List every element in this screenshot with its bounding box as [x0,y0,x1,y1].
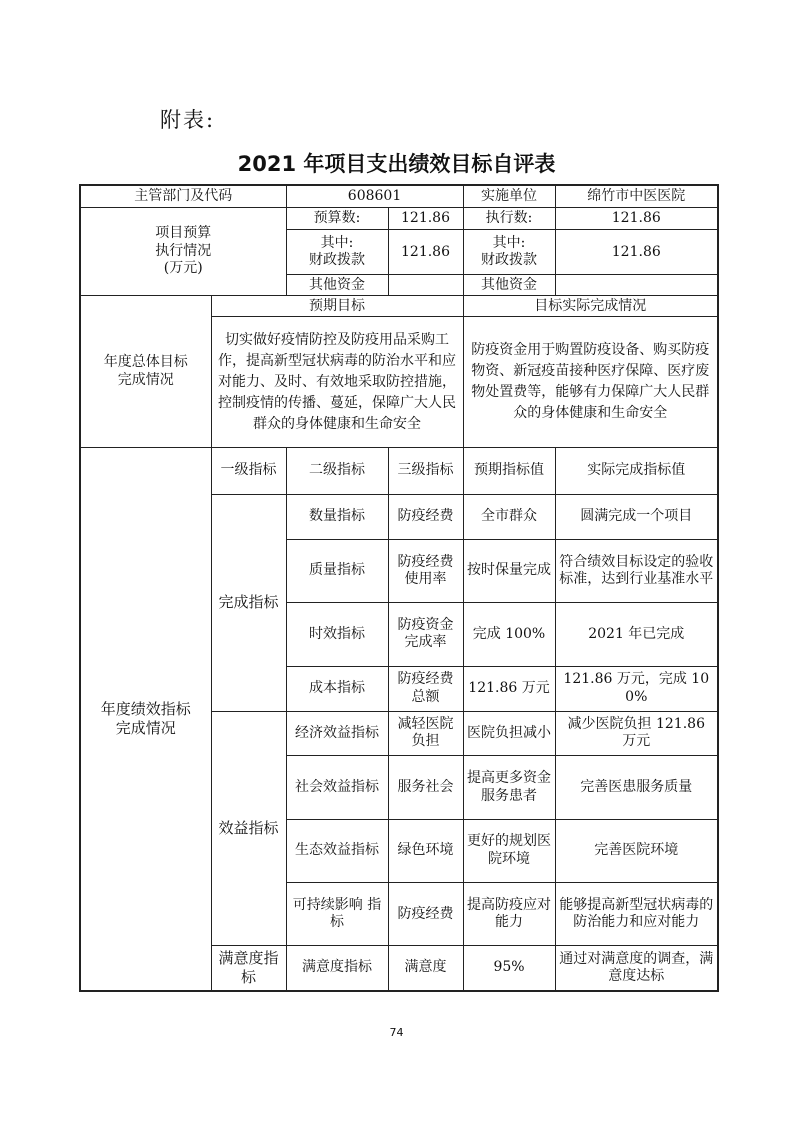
other-funds-label: 其他资金 [286,275,388,296]
col-actual: 实际完成指标值 [555,448,718,495]
header-row [80,185,718,207]
group-benefit: 效益指标 [211,711,286,946]
level3-cell: 减轻医院负担 [388,711,463,756]
other-exec-label: 其他资金 [463,275,555,296]
col-level1: 一级指标 [211,448,286,495]
performance-table [79,184,719,992]
group-completion: 完成指标 [211,494,286,711]
dept-code-cell [286,185,463,207]
budget-row-1 [80,207,718,229]
dept-code: 608601 [347,187,402,204]
level3-cell: 防疫经费使用率 [388,539,463,602]
fiscal-exec-label-line1: 其中: [492,234,526,251]
dept-label-cell [80,185,286,207]
expected-cell: 完成 100% [463,603,555,666]
level2-cell: 成本指标 [286,666,388,711]
level3-cell: 服务社会 [388,756,463,819]
actual-cell: 减少医院负担 121.86 万元 [555,711,718,756]
budget-amount-value: 121.86 [388,207,463,229]
actual-cell: 2021 年已完成 [555,603,718,666]
actual-cell: 完善医院环境 [555,819,718,882]
level2-cell: 可持续影响 指标 [286,883,388,946]
actual-goal-header: 目标实际完成情况 [463,296,718,317]
group-satisfaction: 满意度指标 [211,946,286,991]
level2-cell: 满意度指标 [286,946,388,991]
budget-label-cell [80,207,286,295]
unit-name: 绵竹市中医医院 [587,187,686,204]
fiscal-exec-label-line2: 财政拨款 [481,252,538,269]
budget-label-line1: 项目预算 [155,225,212,242]
goal-label-line2: 完成情况 [117,371,174,388]
actual-cell: 通过对满意度的调查，满意度达标 [555,946,718,991]
indicator-label-line1: 年度绩效指标 [100,700,191,719]
unit-name-cell [555,185,718,207]
level3-cell: 满意度 [388,946,463,991]
exec-amount-value: 121.86 [555,207,718,229]
actual-goal-text: 防疫资金用于购置防疫设备、购买防疫物资、新冠疫苗接种医疗保障、医疗废物处置费等，能够有力保障广大人民群众的身体健康和生命安全 [463,317,718,448]
fiscal-exec-value: 121.86 [555,230,718,275]
budget-label-line2: 执行情况 [155,242,212,259]
expected-cell: 按时保量完成 [463,539,555,602]
fiscal-exec-label [463,230,555,275]
level2-cell: 数量指标 [286,494,388,539]
fiscal-budget-label-line2: 财政拨款 [309,252,365,269]
level3-cell: 防疫经费总额 [388,666,463,711]
other-funds-value [388,275,463,296]
indicator-label-cell [80,448,211,992]
budget-amount-label: 预算数: [286,207,388,229]
other-exec-value [555,275,718,296]
col-expected: 预期指标值 [463,448,555,495]
expected-cell: 全市群众 [463,494,555,539]
actual-cell: 符合绩效目标设定的验收标准，达到行业基准水平 [555,539,718,602]
expected-cell: 提高防疫应对能力 [463,883,555,946]
level2-cell: 质量指标 [286,539,388,602]
level3-cell: 防疫经费 [388,494,463,539]
level3-cell: 防疫经费 [388,883,463,946]
indicator-label-line2: 完成情况 [115,719,176,737]
goal-label-line1: 年度总体目标 [103,354,188,371]
level3-cell: 绿色环境 [388,819,463,882]
attachment-label: 附表: [160,108,216,132]
expected-goal-header: 预期目标 [211,296,463,317]
level2-cell: 生态效益指标 [286,819,388,882]
level2-cell: 社会效益指标 [286,756,388,819]
expected-cell: 95% [463,946,555,991]
col-level3: 三级指标 [388,448,463,495]
page-number: 74 [389,1026,404,1039]
expected-cell: 121.86 万元 [463,666,555,711]
unit-label: 实施单位 [481,187,538,204]
dept-label: 主管部门及代码 [134,187,233,204]
goal-header-row [80,296,718,317]
budget-label-line3: (万元) [163,260,203,277]
expected-goal-text: 切实做好疫情防控及防疫用品采购工作，提高新型冠状病毒的防治水平和应对能力、及时、有效地采取防控措施，控制疫情的传播、蔓延，保障广大人民群众的身体健康和生命安全 [211,317,463,448]
expected-cell: 更好的规划医院环境 [463,819,555,882]
actual-cell: 完善医患服务质量 [555,756,718,819]
expected-cell: 医院负担减小 [463,711,555,756]
indicator-header-row [80,448,718,495]
col-level2: 二级指标 [286,448,388,495]
fiscal-budget-label-line1: 其中: [320,234,354,251]
expected-cell: 提高更多资金服务患者 [463,756,555,819]
goal-label-cell [80,296,211,448]
level3-cell: 防疫资金完成率 [388,603,463,666]
actual-cell: 能够提高新型冠状病毒的防治能力和应对能力 [555,883,718,946]
exec-amount-label: 执行数: [463,207,555,229]
unit-label-cell [463,185,555,207]
document-title: 2021 年项目支出绩效目标自评表 [237,152,556,176]
fiscal-budget-value: 121.86 [388,230,463,275]
level2-cell: 时效指标 [286,603,388,666]
actual-cell: 121.86 万元，完成 100% [555,666,718,711]
fiscal-budget-label [286,230,388,275]
actual-cell: 圆满完成一个项目 [555,494,718,539]
level2-cell: 经济效益指标 [286,711,388,756]
